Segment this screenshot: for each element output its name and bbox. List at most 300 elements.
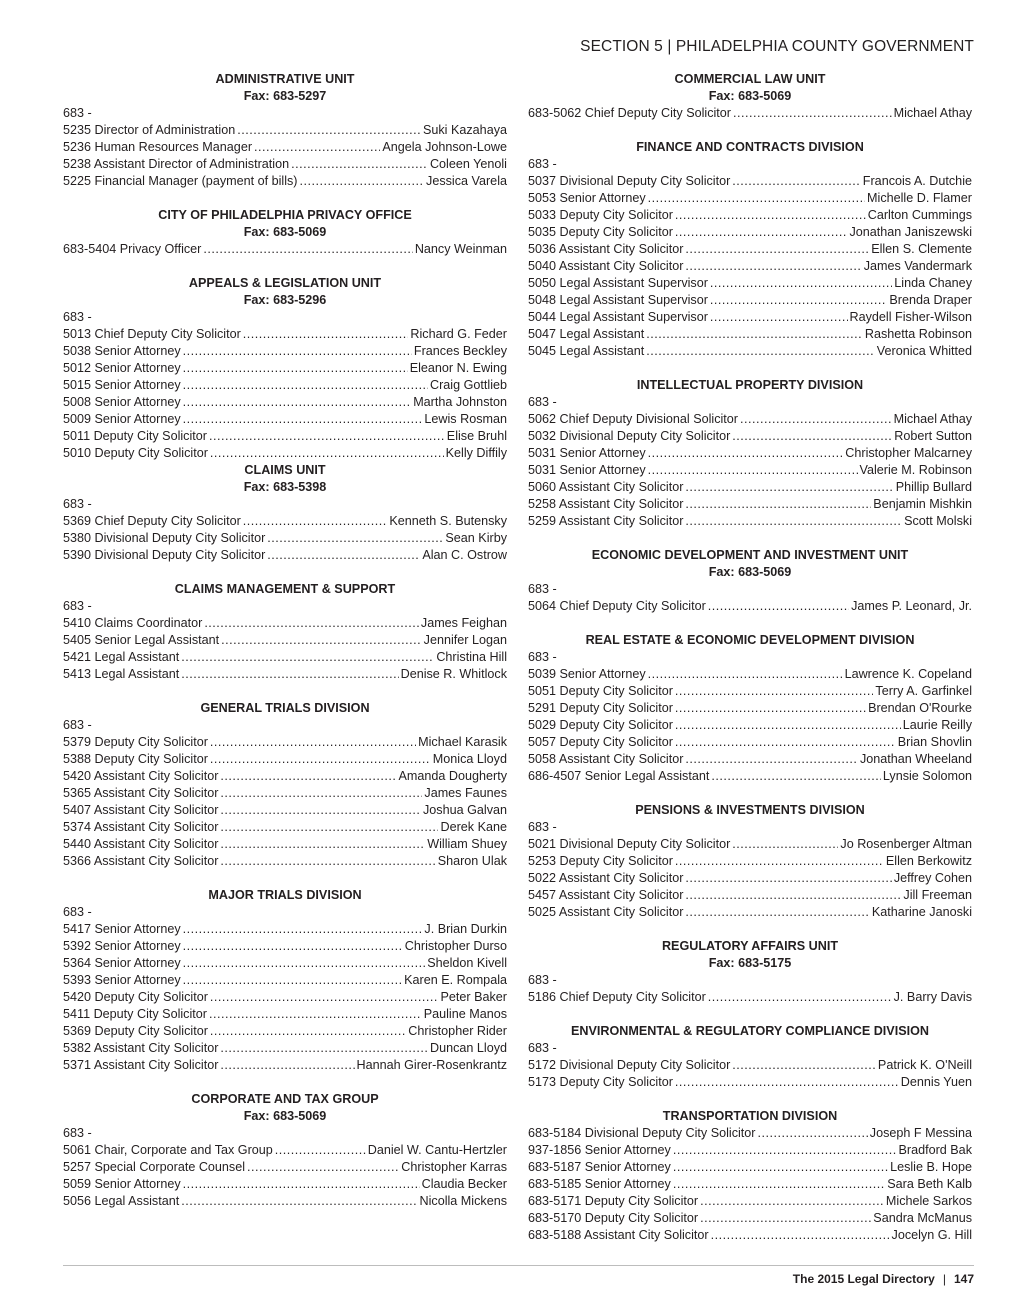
entry-name: Nicolla Mickens bbox=[419, 1194, 507, 1208]
entry-name: Benjamin Mishkin bbox=[873, 497, 972, 511]
dot-leader bbox=[220, 836, 425, 853]
section-heading: CITY OF PHILADELPHIA PRIVACY OFFICE bbox=[158, 208, 412, 222]
entry-title: 5050 Legal Assistant Supervisor bbox=[528, 276, 708, 290]
phone-prefix: 683 - bbox=[528, 820, 557, 834]
header-divider: | bbox=[667, 38, 676, 55]
entry-name: Hannah Girer-Rosenkrantz bbox=[356, 1058, 507, 1072]
dot-leader bbox=[732, 1057, 876, 1074]
entry-name: Michael Athay bbox=[893, 412, 972, 426]
entry-title: 5291 Deputy City Solicitor bbox=[528, 701, 673, 715]
directory-entry bbox=[528, 1074, 972, 1091]
dot-leader bbox=[685, 751, 858, 768]
entry-name: Jonathan Wheeland bbox=[859, 752, 972, 766]
dot-leader bbox=[291, 156, 428, 173]
dot-leader bbox=[685, 904, 869, 921]
entry-title: 5258 Assistant City Solicitor bbox=[528, 497, 684, 511]
entry-name: Coleen Yenoli bbox=[429, 157, 507, 171]
dot-leader bbox=[648, 445, 844, 462]
entry-title: 5056 Legal Assistant bbox=[63, 1194, 180, 1208]
entry-title: 5010 Deputy City Solicitor bbox=[63, 446, 208, 460]
entry-name: Michael Athay bbox=[893, 106, 972, 120]
entry-name: J. Brian Durkin bbox=[424, 922, 507, 936]
directory-section bbox=[528, 802, 972, 921]
entry-name: Veronica Whitted bbox=[876, 344, 972, 358]
dot-leader bbox=[648, 190, 865, 207]
entry-title: 5011 Deputy City Solicitor bbox=[63, 429, 207, 443]
entry-name: Joshua Galvan bbox=[422, 803, 507, 817]
entry-title: 5417 Senior Attorney bbox=[63, 922, 181, 936]
entry-title: 5236 Human Resources Manager bbox=[63, 140, 253, 154]
directory-section bbox=[528, 71, 972, 122]
entry-title: 5057 Deputy City Solicitor bbox=[528, 735, 673, 749]
page-footer bbox=[793, 1272, 974, 1286]
directory-entry bbox=[63, 802, 507, 819]
phone-prefix: 683 - bbox=[63, 1126, 92, 1140]
entry-name: Christopher Karras bbox=[401, 1160, 507, 1174]
directory-entry bbox=[63, 326, 507, 343]
entry-name: Terry A. Garfinkel bbox=[875, 684, 972, 698]
entry-name: Phillip Bullard bbox=[895, 480, 972, 494]
dot-leader bbox=[220, 802, 421, 819]
directory-entry bbox=[528, 598, 972, 615]
directory-entry bbox=[528, 105, 972, 122]
entry-title: 5047 Legal Assistant bbox=[528, 327, 645, 341]
dot-leader bbox=[221, 632, 422, 649]
entry-name: Ellen Berkowitz bbox=[885, 854, 972, 868]
phone-prefix: 683 - bbox=[528, 395, 557, 409]
dot-leader bbox=[673, 1142, 897, 1159]
dot-leader bbox=[243, 513, 388, 530]
entry-title: 5029 Deputy City Solicitor bbox=[528, 718, 673, 732]
dot-leader bbox=[646, 326, 863, 343]
section-heading: COMMERCIAL LAW UNIT bbox=[674, 72, 826, 86]
entry-title: 5259 Assistant City Solicitor bbox=[528, 514, 684, 528]
section-heading: ENVIRONMENTAL & REGULATORY COMPLIANCE DIVISION bbox=[570, 1024, 929, 1038]
entry-name: Angela Johnson-Lowe bbox=[382, 140, 507, 154]
directory-section bbox=[528, 547, 972, 615]
entry-name: Brian Shovlin bbox=[897, 735, 972, 749]
directory-entry bbox=[528, 836, 972, 853]
entry-title: 5382 Assistant City Solicitor bbox=[63, 1041, 219, 1055]
entry-title: 5048 Legal Assistant Supervisor bbox=[528, 293, 708, 307]
dot-leader bbox=[740, 411, 892, 428]
section-heading: REGULATORY AFFAIRS UNIT bbox=[661, 939, 839, 953]
directory-entry bbox=[528, 1159, 972, 1176]
directory-entry bbox=[63, 513, 507, 530]
section-heading: CLAIMS UNIT bbox=[244, 463, 326, 477]
directory-entry bbox=[63, 734, 507, 751]
entry-title: 5457 Assistant City Solicitor bbox=[528, 888, 684, 902]
section-heading: APPEALS & LEGISLATION UNIT bbox=[188, 276, 382, 290]
entry-title: 5369 Deputy City Solicitor bbox=[63, 1024, 208, 1038]
dot-leader bbox=[183, 360, 408, 377]
entry-title: 5040 Assistant City Solicitor bbox=[528, 259, 684, 273]
entry-title: 5045 Legal Assistant bbox=[528, 344, 645, 358]
directory-section bbox=[63, 207, 507, 258]
section-heading: ADMINISTRATIVE UNIT bbox=[215, 72, 355, 86]
entry-name: Denise R. Whitlock bbox=[400, 667, 507, 681]
entry-title: 5392 Senior Attorney bbox=[63, 939, 181, 953]
entry-name: Sheldon Kivell bbox=[427, 956, 507, 970]
dot-leader bbox=[220, 768, 396, 785]
dot-leader bbox=[254, 139, 380, 156]
entry-title: 5053 Senior Attorney bbox=[528, 191, 646, 205]
directory-entry bbox=[528, 224, 972, 241]
entry-name: Jo Rosenberger Altman bbox=[840, 837, 972, 851]
dot-leader bbox=[267, 530, 443, 547]
directory-section bbox=[528, 1108, 972, 1244]
dot-leader bbox=[733, 105, 892, 122]
entry-title: 5015 Senior Attorney bbox=[63, 378, 181, 392]
entry-title: 683-5184 Divisional Deputy City Solicitor bbox=[528, 1126, 756, 1140]
fax-number: Fax: 683-5296 bbox=[243, 293, 327, 307]
entry-title: 5411 Deputy City Solicitor bbox=[63, 1007, 207, 1021]
directory-entry bbox=[63, 615, 507, 632]
entry-title: 5253 Deputy City Solicitor bbox=[528, 854, 673, 868]
entry-name: Nancy Weinman bbox=[414, 242, 507, 256]
entry-name: Jessica Varela bbox=[426, 174, 507, 188]
directory-entry bbox=[528, 292, 972, 309]
directory-entry bbox=[63, 394, 507, 411]
entry-title: 5032 Divisional Deputy City Solicitor bbox=[528, 429, 731, 443]
entry-title: 5062 Chief Deputy Divisional Solicitor bbox=[528, 412, 738, 426]
directory-entry bbox=[528, 904, 972, 921]
directory-entry bbox=[528, 241, 972, 258]
phone-prefix: 683 - bbox=[528, 1041, 557, 1055]
dot-leader bbox=[210, 1023, 406, 1040]
directory-entry bbox=[63, 343, 507, 360]
entry-name: Leslie B. Hope bbox=[890, 1160, 972, 1174]
entry-title: 686-4507 Senior Legal Assistant bbox=[528, 769, 710, 783]
entry-title: 683-5062 Chief Deputy City Solicitor bbox=[528, 106, 732, 120]
dot-leader bbox=[675, 683, 874, 700]
dot-leader bbox=[732, 836, 838, 853]
entry-title: 5421 Legal Assistant bbox=[63, 650, 180, 664]
entry-title: 5366 Assistant City Solicitor bbox=[63, 854, 219, 868]
dot-leader bbox=[675, 700, 866, 717]
entry-title: 5172 Divisional Deputy City Solicitor bbox=[528, 1058, 731, 1072]
fax-number: Fax: 683-5297 bbox=[243, 89, 327, 103]
directory-entry bbox=[528, 479, 972, 496]
entry-name: Lynsie Solomon bbox=[882, 769, 972, 783]
entry-title: 683-5185 Senior Attorney bbox=[528, 1177, 671, 1191]
phone-prefix: 683 - bbox=[63, 718, 92, 732]
entry-name: Michael Karasik bbox=[418, 735, 507, 749]
phone-prefix: 683 - bbox=[528, 582, 557, 596]
directory-entry bbox=[528, 1176, 972, 1193]
directory-entry bbox=[528, 275, 972, 292]
dot-leader bbox=[700, 1210, 871, 1227]
directory-section bbox=[63, 1091, 507, 1210]
dot-leader bbox=[732, 173, 861, 190]
entry-title: 683-5170 Deputy City Solicitor bbox=[528, 1211, 699, 1225]
directory-entry bbox=[63, 1040, 507, 1057]
dot-leader bbox=[685, 241, 869, 258]
directory-entry bbox=[63, 921, 507, 938]
entry-name: Christopher Malcarney bbox=[845, 446, 972, 460]
entry-title: 5064 Chief Deputy City Solicitor bbox=[528, 599, 706, 613]
entry-title: 937-1856 Senior Attorney bbox=[528, 1143, 671, 1157]
dot-leader bbox=[220, 853, 435, 870]
entry-name: Duncan Lloyd bbox=[429, 1041, 507, 1055]
entry-name: Martha Johnston bbox=[413, 395, 507, 409]
dot-leader bbox=[710, 292, 887, 309]
directory-entry bbox=[63, 632, 507, 649]
entry-title: 5059 Senior Attorney bbox=[63, 1177, 181, 1191]
entry-name: Karen E. Rompala bbox=[404, 973, 507, 987]
directory-entry bbox=[528, 1193, 972, 1210]
entry-name: Jocelyn G. Hill bbox=[891, 1228, 972, 1242]
directory-section bbox=[528, 377, 972, 530]
entry-title: 5039 Senior Attorney bbox=[528, 667, 646, 681]
fax-number: Fax: 683-5069 bbox=[243, 225, 327, 239]
entry-name: Francois A. Dutchie bbox=[862, 174, 972, 188]
section-heading: TRANSPORTATION DIVISION bbox=[662, 1109, 838, 1123]
entry-title: 5044 Legal Assistant Supervisor bbox=[528, 310, 708, 324]
dot-leader bbox=[237, 122, 421, 139]
entry-title: 5031 Senior Attorney bbox=[528, 463, 646, 477]
dot-leader bbox=[708, 598, 849, 615]
entry-name: Frances Beckley bbox=[413, 344, 507, 358]
directory-entry bbox=[528, 717, 972, 734]
entry-name: Lewis Rosman bbox=[424, 412, 507, 426]
entry-name: Monica Lloyd bbox=[432, 752, 507, 766]
entry-title: 5393 Senior Attorney bbox=[63, 973, 181, 987]
entry-name: Raydell Fisher-Wilson bbox=[849, 310, 972, 324]
entry-title: 5061 Chair, Corporate and Tax Group bbox=[63, 1143, 273, 1157]
phone-prefix: 683 - bbox=[528, 157, 557, 171]
directory-section bbox=[528, 632, 972, 785]
directory-entry bbox=[528, 768, 972, 785]
entry-name: Valerie M. Robinson bbox=[859, 463, 972, 477]
entry-name: J. Barry Davis bbox=[893, 990, 972, 1004]
dot-leader bbox=[708, 989, 892, 1006]
directory-entry bbox=[63, 768, 507, 785]
dot-leader bbox=[758, 1125, 868, 1142]
entry-title: 5008 Senior Attorney bbox=[63, 395, 181, 409]
entry-name: Christopher Durso bbox=[404, 939, 507, 953]
entry-title: 5257 Special Corporate Counsel bbox=[63, 1160, 246, 1174]
entry-name: Eleanor N. Ewing bbox=[409, 361, 507, 375]
directory-section bbox=[528, 139, 972, 360]
dot-leader bbox=[243, 326, 409, 343]
dot-leader bbox=[210, 751, 431, 768]
dot-leader bbox=[685, 513, 902, 530]
dot-leader bbox=[183, 972, 402, 989]
entry-title: 5374 Assistant City Solicitor bbox=[63, 820, 219, 834]
dot-leader bbox=[210, 989, 439, 1006]
dot-leader bbox=[710, 275, 892, 292]
directory-entry bbox=[63, 1176, 507, 1193]
entry-title: 5380 Divisional Deputy City Solicitor bbox=[63, 531, 266, 545]
directory-entry bbox=[528, 683, 972, 700]
section-title: PHILADELPHIA COUNTY GOVERNMENT bbox=[675, 38, 974, 55]
dot-leader bbox=[204, 615, 419, 632]
directory-section bbox=[528, 1023, 972, 1091]
directory-entry bbox=[528, 1125, 972, 1142]
directory-entry bbox=[63, 173, 507, 190]
entry-name: James Vandermark bbox=[863, 259, 972, 273]
entry-title: 683-5404 Privacy Officer bbox=[63, 242, 202, 256]
dot-leader bbox=[700, 1193, 884, 1210]
directory-entry bbox=[63, 1023, 507, 1040]
phone-prefix: 683 - bbox=[63, 106, 92, 120]
dot-leader bbox=[181, 666, 398, 683]
entry-name: Kelly Diffily bbox=[445, 446, 507, 460]
directory-entry bbox=[63, 972, 507, 989]
directory-entry bbox=[528, 666, 972, 683]
section-heading: REAL ESTATE & ECONOMIC DEVELOPMENT DIVISION bbox=[585, 633, 915, 647]
entry-name: James Feighan bbox=[420, 616, 507, 630]
entry-name: Sandra McManus bbox=[873, 1211, 972, 1225]
entry-title: 5051 Deputy City Solicitor bbox=[528, 684, 673, 698]
entry-name: Jennifer Logan bbox=[423, 633, 507, 647]
dot-leader bbox=[675, 853, 884, 870]
directory-entry bbox=[528, 411, 972, 428]
right-column bbox=[528, 71, 972, 1244]
entry-title: 5009 Senior Attorney bbox=[63, 412, 181, 426]
section-header bbox=[580, 38, 974, 56]
page-number: 147 bbox=[953, 1272, 974, 1286]
dot-leader bbox=[209, 1006, 422, 1023]
entry-title: 5173 Deputy City Solicitor bbox=[528, 1075, 673, 1089]
dot-leader bbox=[685, 887, 901, 904]
entry-name: Laurie Reilly bbox=[902, 718, 972, 732]
entry-title: 5013 Chief Deputy City Solicitor bbox=[63, 327, 241, 341]
entry-title: 5186 Chief Deputy City Solicitor bbox=[528, 990, 706, 1004]
entry-name: Robert Sutton bbox=[894, 429, 972, 443]
entry-name: Ellen S. Clemente bbox=[871, 242, 972, 256]
entry-name: Carlton Cummings bbox=[867, 208, 972, 222]
dot-leader bbox=[710, 309, 848, 326]
directory-entry bbox=[63, 1159, 507, 1176]
entry-title: 5420 Assistant City Solicitor bbox=[63, 769, 219, 783]
section-heading: GENERAL TRIALS DIVISION bbox=[200, 701, 370, 715]
entry-title: 683-5188 Assistant City Solicitor bbox=[528, 1228, 709, 1242]
footer-rule bbox=[63, 1265, 974, 1266]
entry-name: James Faunes bbox=[424, 786, 507, 800]
directory-entry bbox=[528, 870, 972, 887]
entry-title: 5410 Claims Coordinator bbox=[63, 616, 203, 630]
entry-title: 5390 Divisional Deputy City Solicitor bbox=[63, 548, 266, 562]
directory-section bbox=[63, 887, 507, 1074]
dot-leader bbox=[183, 377, 428, 394]
entry-name: Jeffrey Cohen bbox=[893, 871, 972, 885]
directory-entry bbox=[63, 530, 507, 547]
directory-entry bbox=[63, 428, 507, 445]
dot-leader bbox=[220, 785, 422, 802]
entry-title: 5388 Deputy City Solicitor bbox=[63, 752, 208, 766]
dot-leader bbox=[675, 717, 901, 734]
directory-entry bbox=[63, 819, 507, 836]
entry-name: Patrick K. O'Neill bbox=[877, 1058, 972, 1072]
directory-entry bbox=[63, 1193, 507, 1210]
entry-name: Michele Sarkos bbox=[885, 1194, 972, 1208]
dot-leader bbox=[673, 1176, 885, 1193]
directory-entry bbox=[528, 343, 972, 360]
entry-title: 5038 Senior Attorney bbox=[63, 344, 181, 358]
dot-leader bbox=[685, 496, 871, 513]
section-heading: CORPORATE AND TAX GROUP bbox=[191, 1092, 379, 1106]
entry-title: 5235 Director of Administration bbox=[63, 123, 236, 137]
entry-name: Alan C. Ostrow bbox=[422, 548, 507, 562]
dot-leader bbox=[209, 428, 445, 445]
directory-entry bbox=[63, 666, 507, 683]
directory-entry bbox=[528, 989, 972, 1006]
directory-entry bbox=[63, 853, 507, 870]
dot-leader bbox=[183, 921, 423, 938]
dot-leader bbox=[711, 1227, 890, 1244]
entry-title: 5022 Assistant City Solicitor bbox=[528, 871, 684, 885]
directory-entry bbox=[63, 377, 507, 394]
entry-title: 5413 Legal Assistant bbox=[63, 667, 180, 681]
directory-entry bbox=[528, 326, 972, 343]
entry-name: Rashetta Robinson bbox=[864, 327, 972, 341]
entry-title: 683-5187 Senior Attorney bbox=[528, 1160, 671, 1174]
fax-number: Fax: 683-5175 bbox=[708, 956, 792, 970]
dot-leader bbox=[181, 649, 434, 666]
directory-entry bbox=[528, 496, 972, 513]
dot-leader bbox=[732, 428, 892, 445]
directory-entry bbox=[63, 241, 507, 258]
entry-title: 5035 Deputy City Solicitor bbox=[528, 225, 673, 239]
entry-name: Derek Kane bbox=[440, 820, 507, 834]
phone-prefix: 683 - bbox=[528, 650, 557, 664]
entry-name: William Shuey bbox=[427, 837, 507, 851]
dot-leader bbox=[183, 343, 412, 360]
entry-title: 5405 Senior Legal Assistant bbox=[63, 633, 220, 647]
directory-section bbox=[63, 581, 507, 683]
section-heading: CLAIMS MANAGEMENT & SUPPORT bbox=[174, 582, 396, 596]
directory-section bbox=[63, 71, 507, 190]
dot-leader bbox=[183, 938, 403, 955]
entry-name: Brenda Draper bbox=[889, 293, 972, 307]
entry-name: Kenneth S. Butensky bbox=[389, 514, 507, 528]
dot-leader bbox=[220, 1040, 428, 1057]
directory-entry bbox=[528, 309, 972, 326]
footer-separator: | bbox=[942, 1272, 946, 1286]
dot-leader bbox=[675, 224, 848, 241]
dot-leader bbox=[203, 241, 412, 258]
entry-title: 5379 Deputy City Solicitor bbox=[63, 735, 208, 749]
phone-prefix: 683 - bbox=[528, 973, 557, 987]
dot-leader bbox=[275, 1142, 366, 1159]
section-heading: FINANCE AND CONTRACTS DIVISION bbox=[636, 140, 864, 154]
dot-leader bbox=[675, 207, 866, 224]
entry-title: 5058 Assistant City Solicitor bbox=[528, 752, 684, 766]
dot-leader bbox=[675, 734, 896, 751]
entry-name: Scott Molski bbox=[904, 514, 972, 528]
directory-entry bbox=[63, 751, 507, 768]
entry-name: Craig Gottlieb bbox=[430, 378, 507, 392]
dot-leader bbox=[685, 479, 893, 496]
directory-entry bbox=[528, 751, 972, 768]
entry-title: 5420 Deputy City Solicitor bbox=[63, 990, 208, 1004]
directory-section bbox=[63, 700, 507, 870]
entry-name: Joseph F Messina bbox=[869, 1126, 972, 1140]
entry-name: Richard G. Feder bbox=[410, 327, 507, 341]
entry-title: 5407 Assistant City Solicitor bbox=[63, 803, 219, 817]
dot-leader bbox=[711, 768, 881, 785]
entry-name: Bradford Bak bbox=[898, 1143, 972, 1157]
fax-number: Fax: 683-5069 bbox=[708, 89, 792, 103]
fax-number: Fax: 683-5398 bbox=[243, 480, 327, 494]
directory-entry bbox=[63, 1142, 507, 1159]
dot-leader bbox=[220, 819, 438, 836]
entry-name: Claudia Becker bbox=[421, 1177, 507, 1191]
dot-leader bbox=[648, 666, 843, 683]
section-heading: INTELLECTUAL PROPERTY DIVISION bbox=[636, 378, 864, 392]
